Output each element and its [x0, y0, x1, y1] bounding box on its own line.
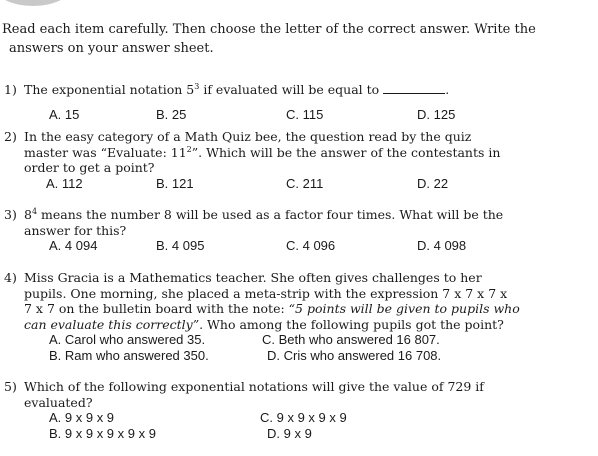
choices-row — [4, 348, 590, 364]
instructions — [2, 20, 592, 58]
choice-d: D. 4 098 — [417, 238, 467, 253]
choice-b: B. 121 — [156, 175, 194, 191]
question-number: 2) — [4, 129, 17, 144]
question-number: 5) — [4, 379, 17, 394]
choice-b: B. 4 095 — [156, 238, 205, 253]
question-stem: $8^4$ means the number 8 will be used as a factor four times. What will be the answer for this? — [24, 207, 504, 238]
choices-row — [4, 107, 590, 123]
choice-c: C. 9 x 9 x 9 x 9 — [260, 410, 347, 425]
choice-d: D. Cris who answered 16 708. — [267, 347, 442, 363]
choice-a: A. 112 — [46, 175, 83, 191]
choices-row — [4, 176, 590, 192]
question-stem: The exponential notation $5^3$ if evaluated will be equal to . — [24, 82, 450, 97]
instructions-line-1: Read each item carefully. Then choose the letter of the correct answer. Write the — [2, 22, 536, 37]
choice-a: A. Carol who answered 35. — [49, 332, 206, 347]
choice-d: D. 125 — [417, 106, 456, 122]
instructions-line-2: answers on your answer sheet. — [9, 41, 214, 56]
choice-a: A. 15 — [49, 106, 80, 122]
choices-row — [4, 238, 590, 254]
question-5 — [4, 379, 590, 441]
choice-d: D. 22 — [417, 175, 449, 191]
choice-c: C. 211 — [286, 175, 324, 191]
choice-a: A. 9 x 9 x 9 — [49, 410, 115, 425]
choice-a: A. 4 094 — [49, 238, 98, 253]
question-2 — [4, 129, 590, 191]
choices-row — [4, 332, 590, 348]
choices-row — [4, 426, 590, 442]
question-stem: Which of the following exponential notations will give the value of 729 if evaluated? — [24, 379, 484, 410]
choice-d: D. 9 x 9 — [267, 425, 312, 441]
question-3 — [4, 207, 590, 254]
question-stem: Miss Gracia is a Mathematics teacher. She often gives challenges to her pupils. One morning, she placed a meta-strip with the expression 7 x 7 x 7 x 7 x 7 on the bulletin board with the note: “5 points will be given to pupils who can evaluate this correctly”. Who among the following pupils got the point? — [24, 270, 520, 332]
question-number: 1) — [4, 82, 17, 97]
choice-c: C. Beth who answered 16 807. — [262, 332, 440, 347]
choice-c: C. 115 — [286, 106, 324, 122]
choice-c: C. 4 096 — [286, 238, 336, 253]
question-1 — [4, 82, 590, 122]
question-stem: In the easy category of a Math Quiz bee, the question read by the quiz master was “Evaluate: $11^2$”. Which will be the answer of the contestants in order to get a point? — [24, 129, 501, 175]
choice-b: B. Ram who answered 350. — [49, 347, 209, 363]
answer-blank — [383, 82, 445, 94]
choice-b: B. 9 x 9 x 9 x 9 x 9 — [49, 425, 156, 441]
decorative-corner-shape — [0, 0, 72, 6]
question-number: 4) — [4, 270, 17, 285]
choices-row — [4, 410, 590, 426]
choice-b: B. 25 — [156, 106, 187, 122]
question-4 — [4, 270, 590, 363]
question-number: 3) — [4, 207, 17, 222]
